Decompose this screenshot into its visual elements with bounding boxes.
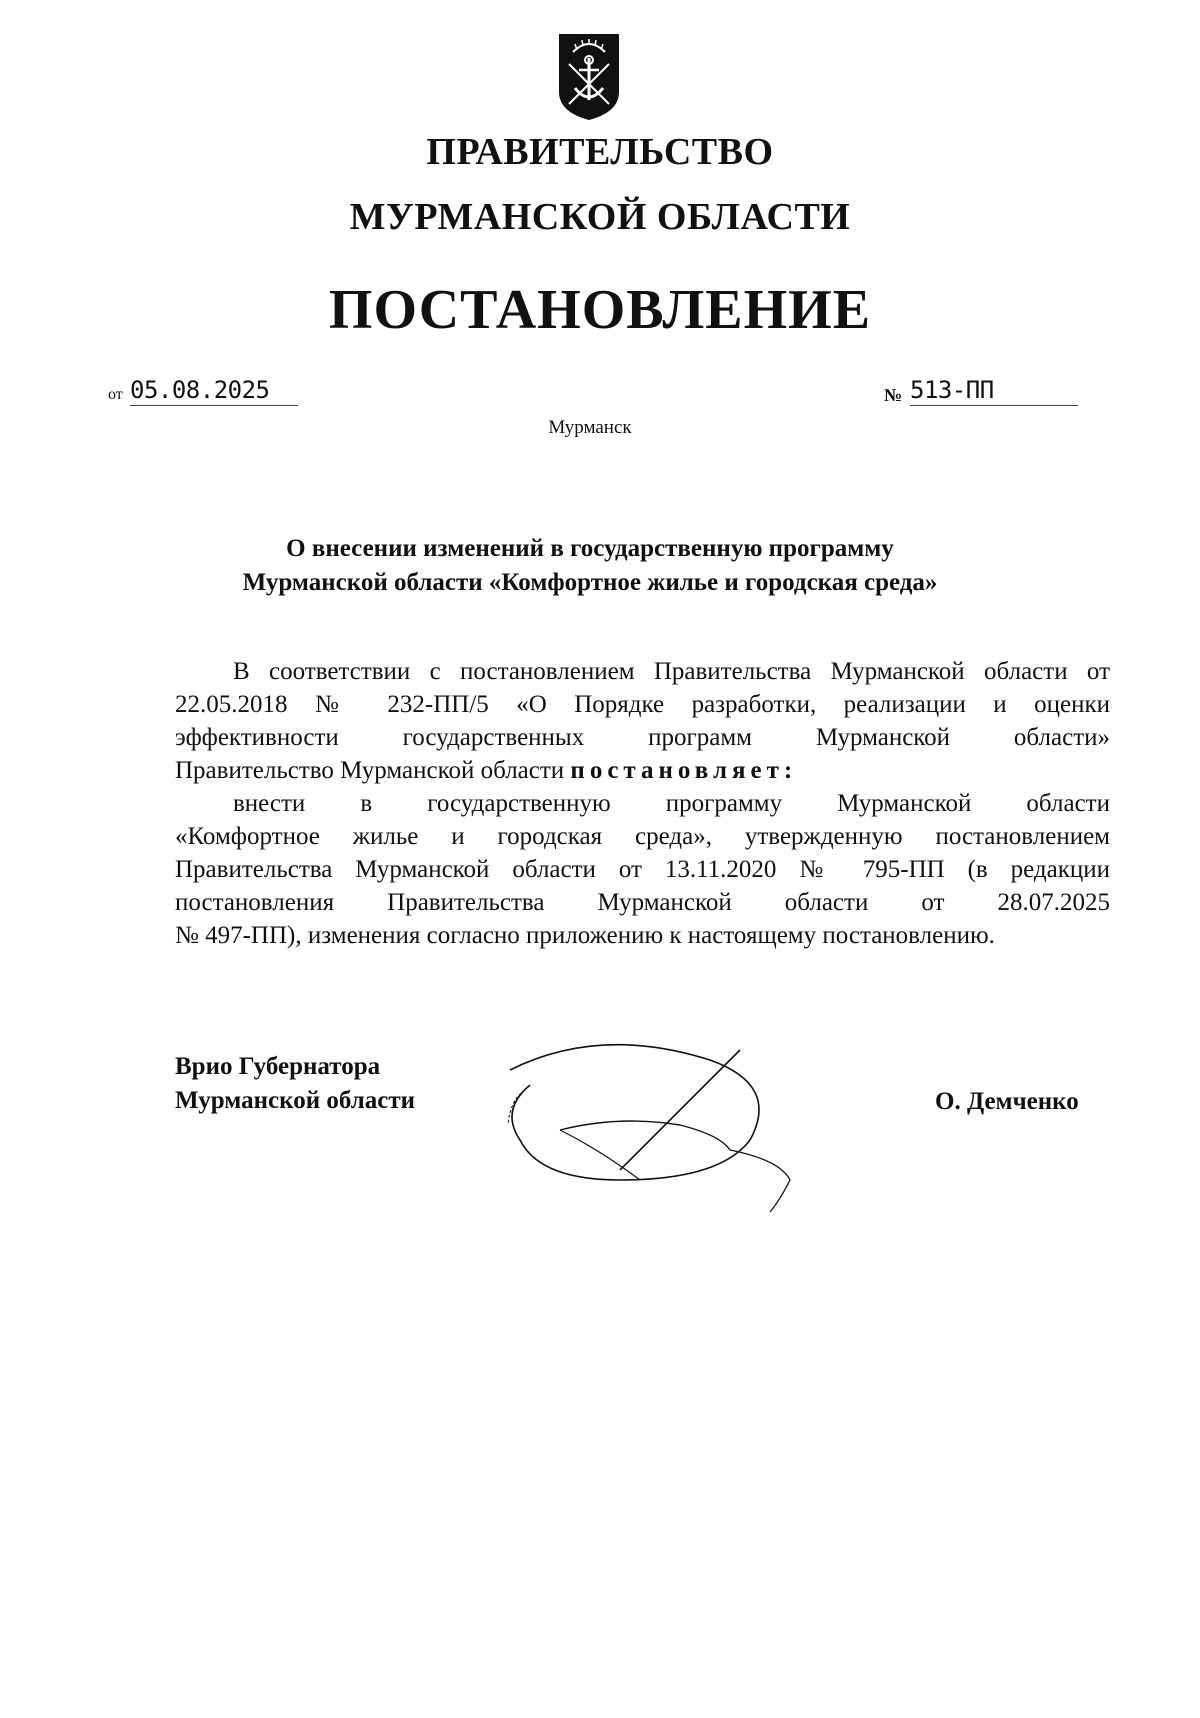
handwritten-signature [480,1030,860,1220]
signatory-name: О. Демченко [935,1088,1079,1115]
body-line: 22.05.2018 № 232-ПП/5 «О Порядке разработки, реализации и оценки [175,691,1110,718]
number-prefix: № [884,385,903,405]
title-line1: О внесении изменений в государственную программу [286,535,894,562]
document-type: ПОСТАНОВЛЕНИЕ [328,279,872,341]
org-name-line1: ПРАВИТЕЛЬСТВО [426,131,774,173]
signatory-position-line1: Врио Губернатора [175,1053,381,1080]
title-line2: Мурманской области «Комфортное жилье и городская среда» [242,569,938,596]
body-line [175,754,1110,787]
document-number: 513-ПП [910,375,1078,406]
coat-of-arms-icon [555,30,623,122]
decree-word: постановляет: [570,757,798,784]
body-line: внести в государственную программу Мурманской области [233,790,1110,817]
date-prefix: от [108,386,123,403]
signatory-position [175,1050,415,1118]
city: Мурманск [548,417,632,438]
body-line: В соответствии с постановлением Правительства Мурманской области от [233,658,1110,685]
document-date: 05.08.2025 [130,375,298,406]
body-line: эффективности государственных программ Мурманской области» [175,724,1110,751]
body-line: Правительства Мурманской области от 13.11.2020 № 795-ПП (в редакции [175,856,1110,883]
document-title [150,532,1030,600]
document-body [175,655,1110,952]
body-text: Правительство Мурманской области [175,757,565,784]
body-line: «Комфортное жилье и городская среда», утвержденную постановлением [175,823,1110,850]
org-name-line2: МУРМАНСКОЙ ОБЛАСТИ [349,196,851,238]
body-line: постановления Правительства Мурманской области от 28.07.2025 [175,889,1110,916]
signatory-position-line2: Мурманской области [175,1087,416,1114]
body-line: № 497-ПП), изменения согласно приложению к настоящему постановлению. [175,922,995,949]
